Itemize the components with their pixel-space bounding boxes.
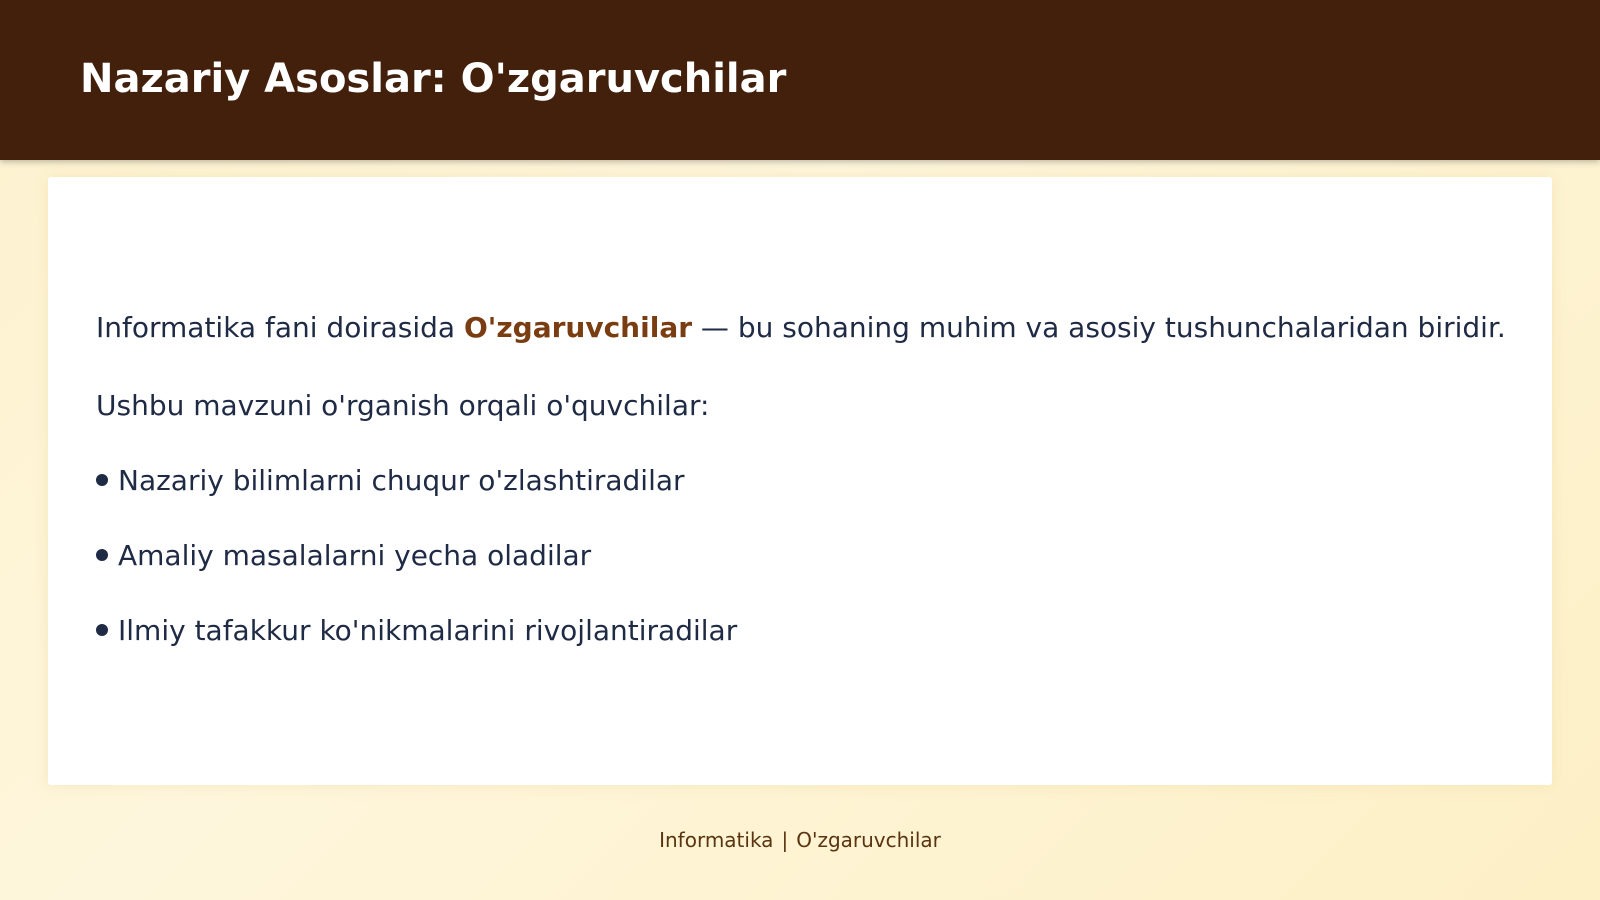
bullet-text: Ilmiy tafakkur ko'nikmalarini rivojlantiradilar (118, 614, 738, 647)
bullet-dot-icon (96, 624, 108, 636)
intro-text-after: — bu sohaning muhim va asosiy tushunchalaridan biridir. (692, 311, 1506, 344)
content-card (48, 177, 1552, 785)
intro-text-before: Informatika fani doirasida (96, 311, 464, 344)
intro-paragraph (96, 311, 1506, 345)
footer-subject: Informatika (659, 828, 774, 852)
footer-topic: O'zgaruvchilar (796, 828, 941, 852)
bullet-text: Nazariy bilimlarni chuqur o'zlashtiradilar (118, 464, 685, 497)
bullet-dot-icon (96, 549, 108, 561)
bullet-list (96, 464, 737, 689)
intro-highlight-term: O'zgaruvchilar (463, 311, 693, 344)
bullet-item (96, 539, 737, 573)
bullet-item (96, 464, 737, 498)
footer-separator: | (781, 828, 789, 852)
slide-title: Nazariy Asoslar: O'zgaruvchilar (80, 56, 787, 102)
bullet-item (96, 614, 737, 648)
bullet-text: Amaliy masalalarni yecha oladilar (118, 539, 592, 572)
bullet-dot-icon (96, 474, 108, 486)
slide-footer (0, 828, 1600, 852)
slide-header (0, 0, 1600, 160)
lead-text: Ushbu mavzuni o'rganish orqali o'quvchilar: (96, 389, 710, 422)
